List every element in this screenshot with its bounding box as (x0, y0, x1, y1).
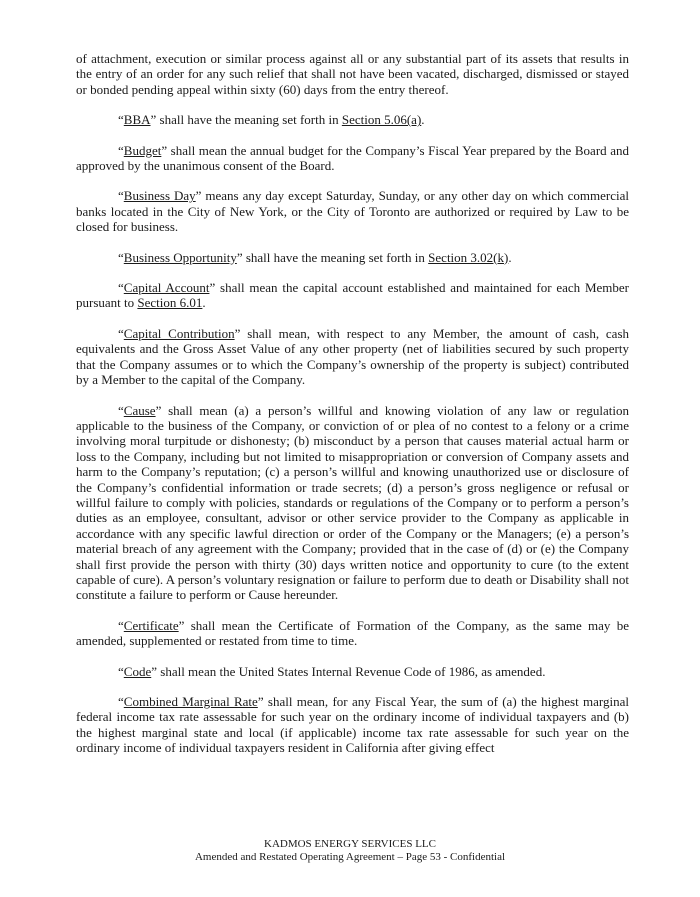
definition-code (76, 664, 629, 679)
definition-capital-account (76, 280, 629, 311)
definition-end: . (421, 112, 425, 128)
defined-term: Capital Contribution (123, 325, 235, 341)
definition-end: . (202, 295, 206, 311)
definition-text: ” shall mean, for any Fiscal Year, the sum of (a) the highest marginal federal income tax rate assessable for such year on the ordinary income of individual taxpayers and (b) the highest marginal state and local (if applicable) income tax rate assessable for such year on the ordinary income of individual taxpayers resident in California after giving effect (76, 694, 629, 756)
paragraph-continuation (76, 51, 629, 97)
definition-text: ” shall mean (a) a person’s willful and knowing violation of any law or regulation applicable to the business of the Company, or conviction of or plea of no contest to a felony or a crime involving moral turpitude or dishonesty; (b) misconduct by a person that causes material actual harm or loss to the Company, including but not limited to misappropriation or conversion of Company assets and harm to the Company’s reputation; (c) a person’s willful and knowing unauthorized use or disclosure of the Company’s confidential information or trade secrets; (d) a person’s gross negligence or refusal or willful failure to comply with policies, standards or regulations of the Company or to perform a person’s duties as an employee, consultant, advisor or other service provider to the Company as applicable in accordance with any specific lawful direction or order of the Company or the Managers; (e) a person’s material breach of any agreement with the Company; provided that in the case of (d) or (e) the Company shall first provide the person with thirty (30) days written notice and opportunity to cure (to the extent capable of cure). A person’s voluntary resignation or failure to perform due to death or Disability shall not constitute a failure to perform or Cause hereunder. (76, 402, 629, 603)
definition-cause (76, 403, 629, 603)
definition-text: ” means any day except Saturday, Sunday, or any other day on which commercial banks located in the City of New York, or the City of Toronto are authorized or required by Law to be closed for business. (76, 188, 630, 235)
definition-capital-contribution (76, 326, 629, 388)
defined-term: Business Day (123, 188, 196, 204)
page-footer (0, 838, 700, 864)
open-quote: “ (118, 325, 124, 341)
open-quote: “ (118, 142, 124, 158)
defined-term: BBA (123, 112, 151, 128)
definition-bba (76, 112, 629, 127)
open-quote: “ (118, 617, 124, 633)
open-quote: “ (118, 188, 124, 204)
definition-budget (76, 143, 629, 174)
footer-page-info: Amended and Restated Operating Agreement – Page 53 - Confidential (194, 851, 506, 863)
footer-company-name: KADMOS ENERGY SERVICES LLC (264, 838, 436, 850)
section-reference: Section 6.01 (137, 295, 203, 311)
defined-term: Code (123, 663, 152, 679)
definition-business-opportunity (76, 250, 629, 265)
open-quote: “ (118, 663, 124, 679)
open-quote: “ (118, 402, 124, 418)
definition-certificate (76, 618, 629, 649)
defined-term: Cause (123, 402, 156, 418)
section-reference: Section 3.02(k) (428, 249, 509, 265)
definition-end: . (508, 249, 512, 265)
definition-text: ” shall mean, with respect to any Member, the amount of cash, cash equivalents and the Gross Asset Value of any other property (net of liabilities secured by such property that the Company assumes or to which the Company’s ownership of the property is subject) contributed by a Member to the capital of the Company. (76, 325, 629, 388)
open-quote: “ (118, 249, 124, 265)
open-quote: “ (118, 112, 124, 128)
definition-text: ” shall mean the annual budget for the Company’s Fiscal Year prepared by the Board and approved by the unanimous consent of the Board. (76, 142, 629, 174)
defined-term: Combined Marginal Rate (123, 694, 258, 709)
definition-text: ” shall mean the United States Internal Revenue Code of 1986, as amended. (151, 663, 546, 679)
defined-term: Budget (123, 142, 162, 158)
definition-text: ” shall have the meaning set forth in (150, 112, 342, 128)
defined-term: Capital Account (123, 280, 210, 296)
paragraph-text: of attachment, execution or similar process against all or any substantial part of its assets that results in the entry of an order for any such relief that shall not have been vacated, discharged, dismissed or stayed or bonded pending appeal within sixty (60) days from the entry thereof. (76, 51, 629, 97)
open-quote: “ (118, 694, 124, 709)
definition-text: ” shall mean the Certificate of Formation of the Company, as the same may be amended, supplemented or restated from time to time. (76, 617, 629, 649)
definition-text: ” shall mean the capital account established and maintained for each Member pursuant to (76, 280, 629, 311)
section-reference: Section 5.06(a) (341, 112, 422, 128)
open-quote: “ (118, 280, 124, 296)
defined-term: Business Opportunity (123, 249, 237, 265)
definition-combined-marginal-rate (76, 694, 629, 756)
page-body (76, 51, 629, 771)
defined-term: Certificate (123, 617, 179, 633)
definition-text: ” shall have the meaning set forth in (236, 249, 429, 265)
definition-business-day (76, 188, 629, 234)
